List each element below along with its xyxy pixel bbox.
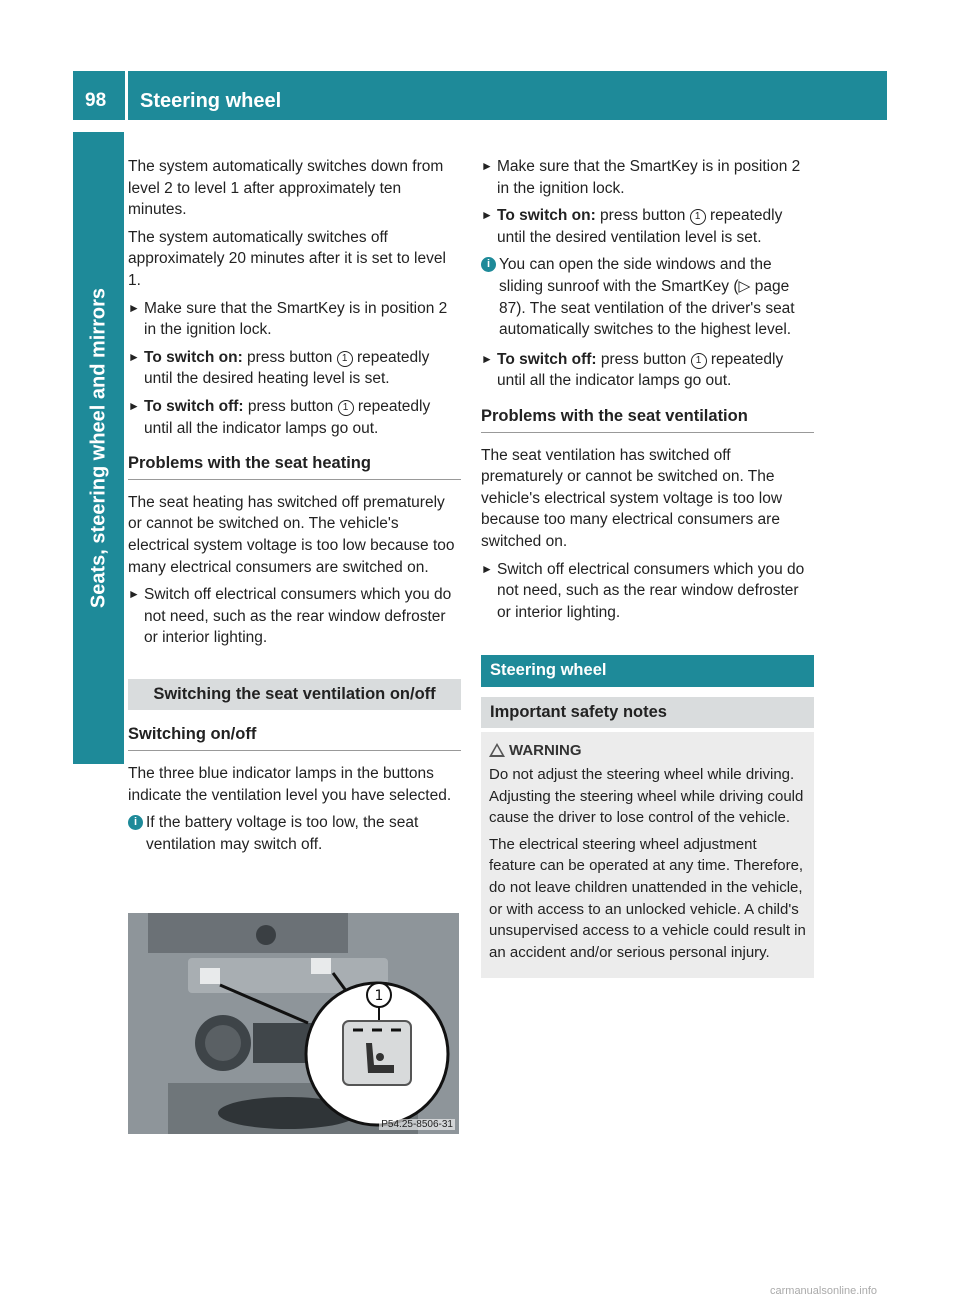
section-band-teal: Steering wheel [481,655,814,687]
paragraph: The seat heating has switched off prematurely or cannot be switched on. The vehicle's electrical system voltage is too low because too many electrical consumers are switched on. [128,493,455,576]
paragraph: The system automatically switches down from level 2 to level 1 after approximately ten minutes. [128,158,444,219]
header-separator [125,71,128,120]
warning-title: WARNING [489,740,806,762]
warning-box [481,732,814,978]
svg-text:1: 1 [374,988,384,1004]
list-item: ► Switch off electrical consumers which you do not need, such as the rear window defroster or interior lighting. [481,560,805,621]
button-number-icon: 1 [691,353,707,369]
section-heading: Problems with the seat ventilation [481,402,814,433]
console-photo [128,913,459,1134]
paragraph: The system automatically switches off approximately 20 minutes after it is set to level 1. [128,228,446,289]
section-heading: Problems with the seat heating [128,449,461,480]
paragraph: The seat ventilation has switched off prematurely or cannot be switched on. The vehicle's electrical system voltage is too low because too many electrical consumers are switched on. [481,446,783,550]
info-icon: i [481,257,496,272]
list-item: ► To switch on: press button 1 repeatedly until the desired heating level is set. [128,348,430,388]
arrow-icon: ► [128,300,140,315]
section-heading: Switching on/off [128,720,461,751]
list-item: ► Make sure that the SmartKey is in position 2 in the ignition lock. [481,158,801,197]
info-note: i You can open the side windows and the sliding sunroof with the SmartKey (▷ page 87). The seat ventilation of the driver's seat automatically switches to the highest level. [481,254,814,340]
right-column [481,156,814,978]
info-note: i If the battery voltage is too low, the seat ventilation may switch off. [128,812,461,855]
console-illustration [128,913,459,1134]
list-item: ► Switch off electrical consumers which you do not need, such as the rear window defroster or interior lighting. [128,586,452,647]
side-tab-text: Seats, steering wheel and mirrors [87,287,109,609]
footer-watermark: carmanualsonline.info [770,1285,878,1297]
button-number-icon: 1 [690,209,706,225]
section-band: Important safety notes [481,697,814,729]
arrow-icon: ► [128,398,140,413]
list-item: ► To switch off: press button 1 repeatedly until all the indicator lamps go out. [128,397,431,437]
page-number: 98 [85,90,107,111]
paragraph: The three blue indicator lamps in the buttons indicate the ventilation level you have selected. [128,765,452,804]
page-title: Steering wheel [140,90,282,112]
arrow-icon: ► [481,159,493,173]
arrow-icon: ► [481,208,493,223]
button-number-icon: 1 [337,351,353,367]
warning-paragraph: The electrical steering wheel adjustment feature can be operated at any time. Therefore, do not leave children unattended in the vehicle, or with access to an unlocked vehicle. A child's unsupervised access to a vehicle could result in an accident and/or serious personal injury. [489,835,806,961]
list-item: ► To switch off: press button 1 repeatedly until all the indicator lamps go out. [481,350,784,390]
arrow-icon: ► [481,351,493,366]
warning-paragraph: Do not adjust the steering wheel while driving. Adjusting the steering wheel while driving could cause the driver to lose control of the vehicle. [489,766,804,827]
button-number-icon: 1 [338,400,354,416]
arrow-icon: ► [128,349,140,364]
figure-code: P54.25-8506-31 [381,1119,453,1130]
arrow-icon: ► [481,561,493,576]
list-item: ► Make sure that the SmartKey is in position 2 in the ignition lock. [128,299,448,339]
warning-icon [489,743,505,757]
info-icon: i [128,815,143,830]
left-column [128,156,461,863]
list-item: ► To switch on: press button 1 repeatedly until the desired ventilation level is set. [481,207,783,246]
section-band: Switching the seat ventilation on/off [128,679,461,711]
arrow-icon: ► [128,587,140,602]
